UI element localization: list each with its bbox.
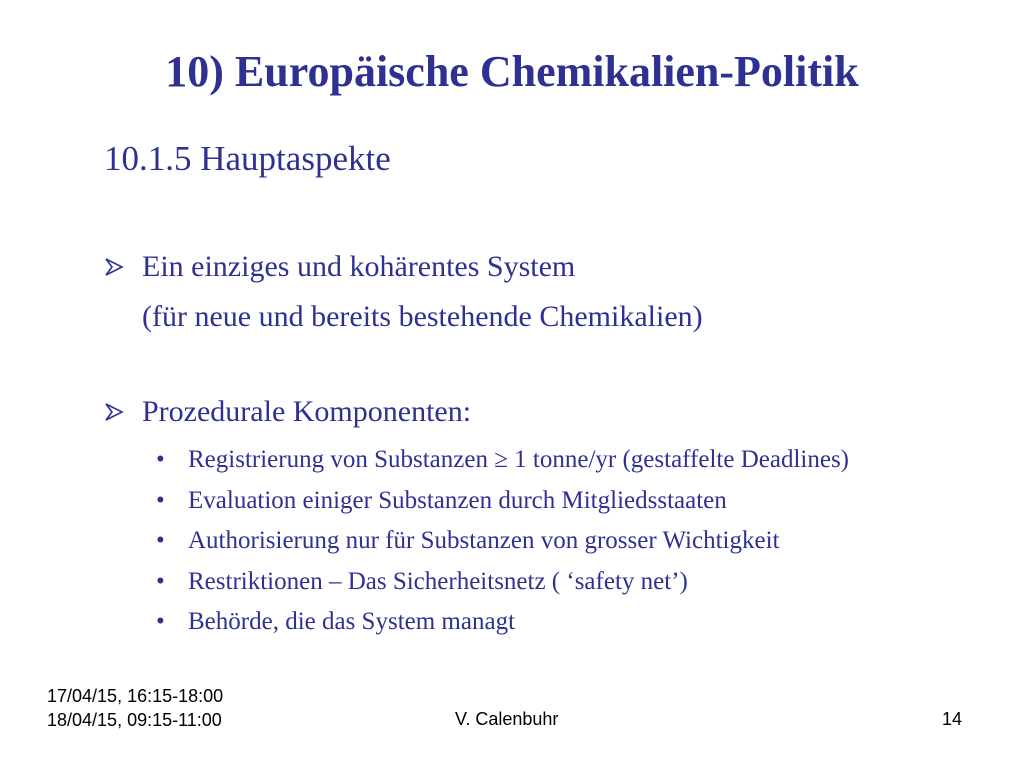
list-item-text: Behörde, die das System managt <box>188 608 516 635</box>
list-item <box>156 521 849 562</box>
arrow-item-continuation: (für neue und bereits bestehende Chemikalien) <box>142 300 703 333</box>
arrow-item-system <box>104 247 575 287</box>
footer-date-line-2: 18/04/15, 09:15-11:00 <box>47 710 222 730</box>
bullet-dot-icon: • <box>156 527 165 554</box>
arrow-item-label: Prozedurale Komponenten: <box>142 395 472 428</box>
footer-dates <box>47 684 223 732</box>
arrowhead-bullet-icon <box>104 247 142 277</box>
slide-title: 10) Europäische Chemikalien-Politik <box>165 47 859 96</box>
arrowhead-bullet-icon <box>104 392 142 422</box>
component-bullet-list <box>156 440 849 643</box>
page-number: 14 <box>942 709 963 729</box>
arrow-item-components <box>104 392 471 432</box>
footer-date-line-1: 17/04/15, 16:15-18:00 <box>47 686 224 706</box>
arrow-item-label: Ein einziges und kohärentes System <box>142 250 576 283</box>
list-item-text: Registrierung von Substanzen ≥ 1 tonne/yr (gestaffelte Deadlines) <box>188 446 849 473</box>
bullet-dot-icon: • <box>156 608 165 635</box>
list-item <box>156 481 849 522</box>
list-item <box>156 440 849 481</box>
slide-subtitle: 10.1.5 Hauptaspekte <box>104 139 391 178</box>
list-item-text: Authorisierung nur für Substanzen von grosser Wichtigkeit <box>188 527 780 554</box>
list-item <box>156 602 849 643</box>
bullet-dot-icon: • <box>156 486 165 514</box>
list-item-text: Evaluation einiger Substanzen durch Mitgliedsstaaten <box>188 486 727 514</box>
footer-author: V. Calenbuhr <box>455 709 559 729</box>
bullet-dot-icon: • <box>156 567 165 595</box>
list-item <box>156 562 849 603</box>
list-item-text: Restriktionen – Das Sicherheitsnetz ( ‘safety net’) <box>188 567 688 595</box>
bullet-dot-icon: • <box>156 446 165 473</box>
